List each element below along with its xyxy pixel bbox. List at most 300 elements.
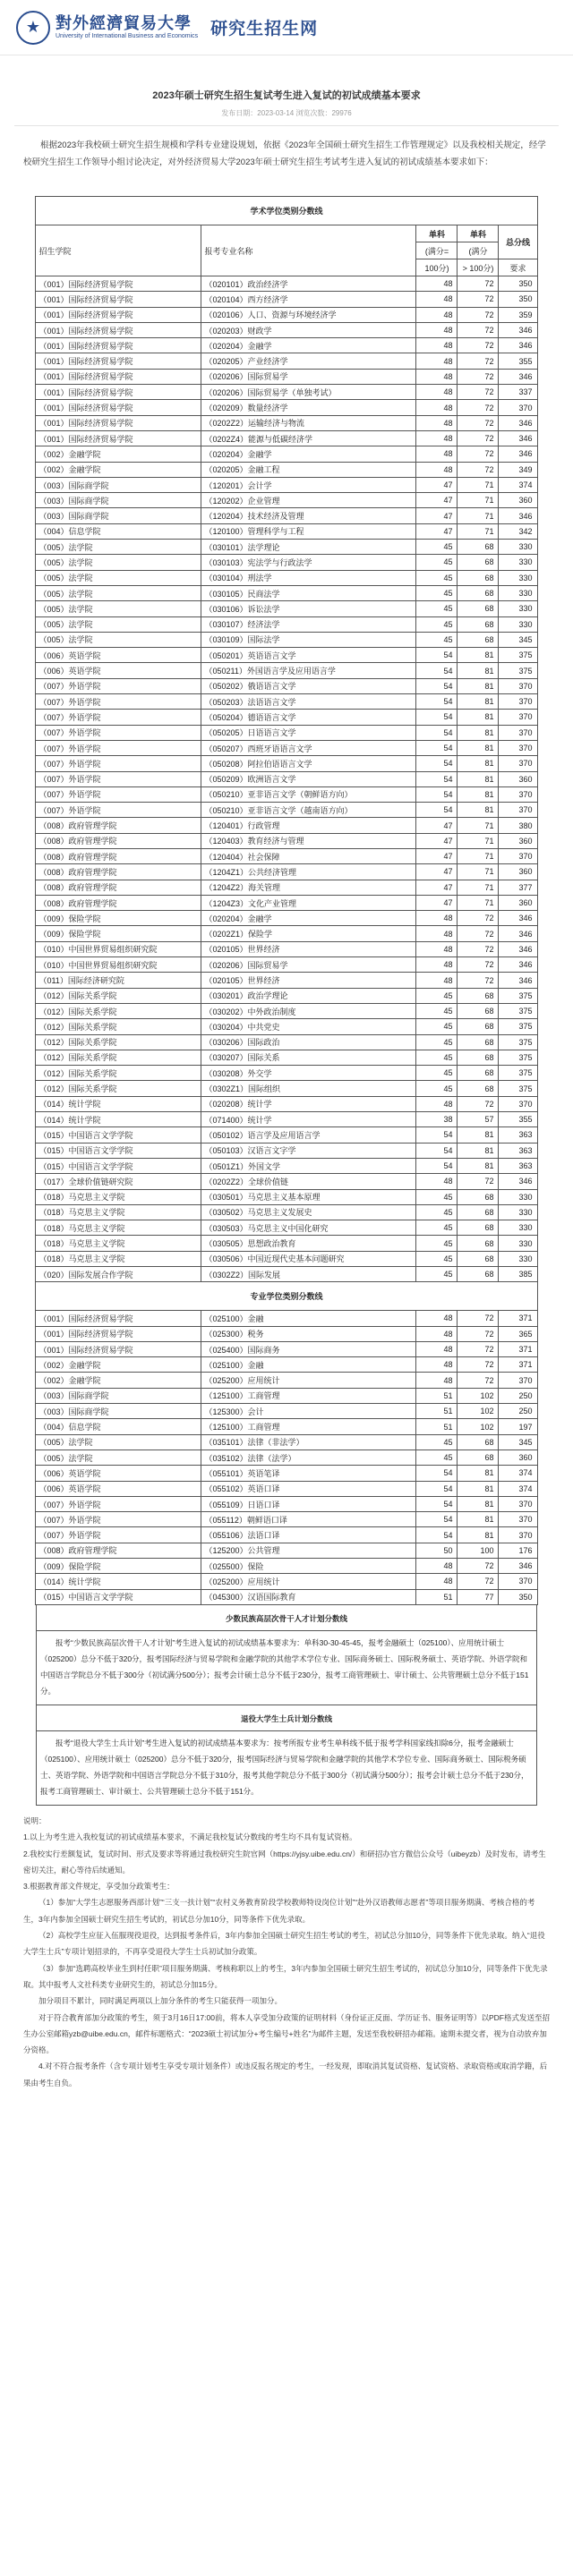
site-name[interactable]: 研究生招生网 — [210, 20, 319, 38]
row-single-150: 72 — [458, 353, 499, 369]
row-total: 370 — [499, 740, 537, 755]
row-major: （055106）法语口译 — [201, 1527, 416, 1543]
row-single-150: 81 — [458, 710, 499, 725]
row-total: 375 — [499, 1034, 537, 1050]
row-college: （010）中国世界贸易组织研究院 — [36, 957, 201, 973]
row-major: （020105）世界经济 — [201, 973, 416, 988]
row-single-100: 45 — [416, 1034, 458, 1050]
row-single-100: 48 — [416, 1559, 458, 1574]
row-major: （125300）会计 — [201, 1404, 416, 1419]
table-row — [36, 307, 537, 322]
row-college: （001）国际经济贸易学院 — [36, 415, 201, 430]
row-college: （012）国际关系学院 — [36, 1066, 201, 1081]
logo-english-name: University of International Business and Economics — [56, 32, 199, 39]
row-major: （055112）朝鲜语口译 — [201, 1512, 416, 1527]
row-single-100: 48 — [416, 400, 458, 415]
row-total: 380 — [499, 818, 537, 833]
table-row — [36, 1466, 537, 1481]
row-total: 350 — [499, 276, 537, 292]
row-single-100: 54 — [416, 803, 458, 818]
row-total: 360 — [499, 493, 537, 508]
row-major: （020204）金融学 — [201, 446, 416, 462]
row-single-100: 47 — [416, 864, 458, 880]
row-college: （005）法学院 — [36, 616, 201, 632]
row-major: （035102）法律（法学） — [201, 1450, 416, 1465]
row-single-150: 68 — [458, 1019, 499, 1034]
row-single-150: 81 — [458, 771, 499, 786]
row-total: 197 — [499, 1419, 537, 1434]
row-college: （003）国际商学院 — [36, 1404, 201, 1419]
table-row — [36, 338, 537, 353]
table-row — [36, 973, 537, 988]
table-row — [36, 1251, 537, 1266]
row-total: 375 — [499, 1050, 537, 1065]
table-row — [36, 880, 537, 895]
row-total: 346 — [499, 508, 537, 523]
row-college: （014）统计学院 — [36, 1574, 201, 1589]
table-row — [36, 1404, 537, 1419]
row-total: 360 — [499, 771, 537, 786]
table-row — [36, 555, 537, 570]
row-major: （045300）汉语国际教育 — [201, 1589, 416, 1604]
row-single-150: 68 — [458, 1450, 499, 1465]
row-major: （050204）德语语言文学 — [201, 710, 416, 725]
row-total: 349 — [499, 462, 537, 477]
note-item: 1.以上为考生进入我校复试的初试成绩基本要求，不满足我校复试分数线的考生均不具有复试资格。 — [23, 1832, 357, 1842]
row-total: 330 — [499, 616, 537, 632]
table-row — [36, 1019, 537, 1034]
row-single-100: 48 — [416, 292, 458, 307]
row-single-100: 54 — [416, 663, 458, 678]
table-row — [36, 292, 537, 307]
row-total: 370 — [499, 1096, 537, 1111]
row-college: （012）国际关系学院 — [36, 1034, 201, 1050]
row-major: （050203）法语语言文学 — [201, 694, 416, 710]
row-single-150: 68 — [458, 570, 499, 585]
row-single-150: 68 — [458, 1434, 499, 1450]
row-total: 370 — [499, 848, 537, 863]
row-total: 360 — [499, 833, 537, 848]
row-total: 365 — [499, 1326, 537, 1341]
row-total: 330 — [499, 540, 537, 555]
row-major: （030101）法学理论 — [201, 540, 416, 555]
row-total: 346 — [499, 957, 537, 973]
row-single-150: 72 — [458, 338, 499, 353]
table-row — [36, 601, 537, 616]
row-major: （050210）亚非语言文学（朝鲜语方向） — [201, 786, 416, 802]
row-college: （007）外语学院 — [36, 803, 201, 818]
row-single-150: 71 — [458, 818, 499, 833]
row-single-100: 54 — [416, 694, 458, 710]
row-single-150: 68 — [458, 1220, 499, 1236]
row-single-150: 68 — [458, 1081, 499, 1096]
row-major: （020206）国际贸易学（单独考试） — [201, 385, 416, 400]
row-single-150: 72 — [458, 926, 499, 941]
row-major: （050207）西班牙语语言文学 — [201, 740, 416, 755]
table-row — [36, 1112, 537, 1127]
row-major: （0302Z1）国际组织 — [201, 1081, 416, 1096]
row-single-100: 54 — [416, 1127, 458, 1143]
row-total: 346 — [499, 322, 537, 337]
table-row — [36, 462, 537, 477]
row-college: （005）法学院 — [36, 555, 201, 570]
row-college: （012）国际关系学院 — [36, 1003, 201, 1018]
row-college: （001）国际经济贸易学院 — [36, 385, 201, 400]
row-single-100: 48 — [416, 957, 458, 973]
row-single-150: 71 — [458, 508, 499, 523]
article — [0, 88, 573, 2091]
table-row — [36, 848, 537, 863]
row-major: （0202Z1）保险学 — [201, 926, 416, 941]
row-college: （020）国际发展合作学院 — [36, 1267, 201, 1282]
row-single-100: 45 — [416, 1189, 458, 1204]
row-single-100: 54 — [416, 786, 458, 802]
row-college: （018）马克思主义学院 — [36, 1220, 201, 1236]
row-single-150: 71 — [458, 895, 499, 910]
row-college: （008）政府管理学院 — [36, 1543, 201, 1558]
table-row — [36, 616, 537, 632]
row-single-150: 72 — [458, 292, 499, 307]
row-total: 346 — [499, 1559, 537, 1574]
row-total: 370 — [499, 694, 537, 710]
table-row — [36, 632, 537, 647]
row-total: 346 — [499, 446, 537, 462]
row-total: 330 — [499, 555, 537, 570]
minority-plan-block — [36, 1605, 537, 1705]
row-total: 345 — [499, 1434, 537, 1450]
row-single-150: 68 — [458, 1034, 499, 1050]
row-college: （005）法学院 — [36, 632, 201, 647]
table-row — [36, 1326, 537, 1341]
row-college: （003）国际商学院 — [36, 477, 201, 492]
row-total: 377 — [499, 880, 537, 895]
row-single-100: 47 — [416, 880, 458, 895]
row-total: 375 — [499, 1019, 537, 1034]
table-row — [36, 803, 537, 818]
row-total: 360 — [499, 1450, 537, 1465]
row-college: （007）外语学院 — [36, 678, 201, 693]
row-major: （030202）中外政治制度 — [201, 1003, 416, 1018]
row-single-150: 57 — [458, 1112, 499, 1127]
row-single-100: 48 — [416, 941, 458, 956]
row-single-100: 54 — [416, 771, 458, 786]
table-row — [36, 369, 537, 384]
table-row — [36, 941, 537, 956]
row-total: 371 — [499, 1357, 537, 1373]
minority-plan-text: 报考“少数民族高层次骨干人才计划”考生进入复试的初试成绩基本要求为：单科30-30-45-45，报考金融硕士（025100）、应用统计硕士（025200）总分不低于320分，报考国际经济与贸易学院和金融学院的其他学术学位专业、国际商务硕士、国际税务硕士、英语学院、外语学院和中国语言学院总分不低于300分（初试满分500分）；报考会计硕士总分不低于230分，报考工商管理硕士、审计硕士、公共管理硕士总分不低于151分。 — [40, 1637, 529, 1696]
row-major: （125100）工商管理 — [201, 1388, 416, 1403]
table-row — [36, 1066, 537, 1081]
table-row — [36, 1236, 537, 1251]
table-row — [36, 1311, 537, 1326]
row-single-100: 54 — [416, 1512, 458, 1527]
row-major: （120100）管理科学与工程 — [201, 523, 416, 539]
row-major: （025200）应用统计 — [201, 1574, 416, 1589]
logo-chinese-name: 對外經濟貿易大學 — [56, 13, 192, 33]
row-total: 342 — [499, 523, 537, 539]
table-row — [36, 710, 537, 725]
row-major: （120404）社会保障 — [201, 848, 416, 863]
row-total: 330 — [499, 1236, 537, 1251]
row-major: （050208）阿拉伯语语言文学 — [201, 756, 416, 771]
row-major: （030505）思想政治教育 — [201, 1236, 416, 1251]
row-major: （050211）外国语言学及应用语言学 — [201, 663, 416, 678]
row-college: （008）政府管理学院 — [36, 895, 201, 910]
row-single-150: 72 — [458, 973, 499, 988]
row-major: （0302Z2）国际发展 — [201, 1267, 416, 1282]
score-table — [35, 196, 537, 1605]
row-total: 370 — [499, 725, 537, 740]
row-single-150: 68 — [458, 1050, 499, 1065]
row-single-150: 81 — [458, 1143, 499, 1158]
table-row — [36, 1450, 537, 1465]
row-single-100: 45 — [416, 555, 458, 570]
table-row — [36, 585, 537, 600]
row-single-150: 72 — [458, 307, 499, 322]
row-major: （050210）亚非语言文学（越南语方向） — [201, 803, 416, 818]
row-single-100: 45 — [416, 1220, 458, 1236]
row-total: 330 — [499, 1251, 537, 1266]
row-college: （014）统计学院 — [36, 1112, 201, 1127]
row-major: （030501）马克思主义基本原理 — [201, 1189, 416, 1204]
row-major: （030207）国际关系 — [201, 1050, 416, 1065]
table-row — [36, 1481, 537, 1496]
row-college: （012）国际关系学院 — [36, 1019, 201, 1034]
row-single-100: 51 — [416, 1388, 458, 1403]
row-single-150: 71 — [458, 848, 499, 863]
row-college: （002）金融学院 — [36, 446, 201, 462]
row-single-100: 45 — [416, 1081, 458, 1096]
row-college: （011）国际经济研究院 — [36, 973, 201, 988]
row-single-100: 54 — [416, 756, 458, 771]
row-single-150: 72 — [458, 957, 499, 973]
row-college: （007）外语学院 — [36, 786, 201, 802]
row-college: （018）马克思主义学院 — [36, 1189, 201, 1204]
row-college: （012）国际关系学院 — [36, 988, 201, 1003]
note-item: 对于符合教育部加分政策的考生，须于3月16日17:00前，将本人享受加分政策的证明材料（身份证正反面、学历证书、服务证明等）以PDF格式发送至招生办公室邮箱yzb@uibe.edu.cn，邮件标题格式：“2023硕士初试加分+考生编号+姓名”为邮件主题，发送至我校研招办邮箱。逾期未提交者，视为自动放弃加分资格。 — [23, 2012, 550, 2055]
row-single-150: 102 — [458, 1404, 499, 1419]
row-single-100: 48 — [416, 446, 458, 462]
row-major: （050209）欧洲语言文学 — [201, 771, 416, 786]
row-major: （025100）金融 — [201, 1357, 416, 1373]
row-total: 363 — [499, 1127, 537, 1143]
note-item: 4.对不符合报考条件（含专项计划考生享受专项计划条件）或违反报名规定的考生，一经发现，即取消其复试资格、复试资格、录取资格或取消学籍，后果由考生自负。 — [23, 2062, 548, 2087]
row-total: 330 — [499, 1189, 537, 1204]
header-single-100-sub: (满分= — [416, 242, 458, 259]
row-college: （005）法学院 — [36, 1450, 201, 1465]
row-total: 360 — [499, 895, 537, 910]
row-total: 363 — [499, 1158, 537, 1173]
row-college: （001）国际经济贸易学院 — [36, 400, 201, 415]
professional-section-title-row — [36, 1282, 537, 1311]
row-total: 359 — [499, 307, 537, 322]
row-single-100: 48 — [416, 430, 458, 446]
row-college: （012）国际关系学院 — [36, 1050, 201, 1065]
table-row — [36, 926, 537, 941]
table-row — [36, 1357, 537, 1373]
table-row — [36, 1096, 537, 1111]
row-major: （020208）统计学 — [201, 1096, 416, 1111]
row-major: （030105）民商法学 — [201, 585, 416, 600]
row-total: 350 — [499, 1589, 537, 1604]
row-total: 346 — [499, 973, 537, 988]
row-total: 374 — [499, 1466, 537, 1481]
row-single-150: 81 — [458, 663, 499, 678]
table-row — [36, 1050, 537, 1065]
row-major: （030502）马克思主义发展史 — [201, 1204, 416, 1220]
row-single-150: 72 — [458, 1373, 499, 1388]
row-single-100: 45 — [416, 1251, 458, 1266]
row-single-100: 48 — [416, 1174, 458, 1189]
row-major: （030208）外交学 — [201, 1066, 416, 1081]
row-single-150: 81 — [458, 694, 499, 710]
row-major: （1204Z3）文化产业管理 — [201, 895, 416, 910]
row-college: （001）国际经济贸易学院 — [36, 353, 201, 369]
row-single-150: 68 — [458, 585, 499, 600]
row-single-150: 72 — [458, 446, 499, 462]
table-row — [36, 1559, 537, 1574]
row-single-150: 71 — [458, 477, 499, 492]
row-college: （005）法学院 — [36, 570, 201, 585]
row-single-100: 48 — [416, 1341, 458, 1356]
row-major: （020205）产业经济学 — [201, 353, 416, 369]
academic-section-title: 学术学位类别分数线 — [36, 197, 537, 225]
row-single-100: 48 — [416, 1357, 458, 1373]
row-total: 375 — [499, 648, 537, 663]
row-college: （001）国际经济贸易学院 — [36, 338, 201, 353]
row-single-150: 68 — [458, 540, 499, 555]
row-single-100: 47 — [416, 508, 458, 523]
row-total: 370 — [499, 710, 537, 725]
row-college: （015）中国语言文学学院 — [36, 1143, 201, 1158]
row-college: （007）外语学院 — [36, 756, 201, 771]
row-major: （020206）国际贸易学 — [201, 369, 416, 384]
row-major: （120201）会计学 — [201, 477, 416, 492]
row-single-100: 48 — [416, 369, 458, 384]
row-major: （0202Z4）能源与低碳经济学 — [201, 430, 416, 446]
note-item: （3）参加“选聘高校毕业生到村任职”项目服务期满、考核称职以上的考生，3年内参加全国硕士研究生招生考试的，初试总分加10分，同等条件下优先录取。其中报考人文社科类专业研究生的，初试总分加15分。 — [23, 1963, 548, 1989]
row-college: （004）信息学院 — [36, 523, 201, 539]
row-major: （050201）英语语言文学 — [201, 648, 416, 663]
row-college: （012）国际关系学院 — [36, 1081, 201, 1096]
row-total: 370 — [499, 1373, 537, 1388]
row-major: （025400）国际商务 — [201, 1341, 416, 1356]
row-single-100: 48 — [416, 462, 458, 477]
row-single-150: 81 — [458, 1512, 499, 1527]
row-major: （120204）技术经济及管理 — [201, 508, 416, 523]
row-single-100: 54 — [416, 1496, 458, 1511]
row-single-100: 45 — [416, 601, 458, 616]
row-major: （120403）教育经济与管理 — [201, 833, 416, 848]
row-college: （008）政府管理学院 — [36, 848, 201, 863]
table-row — [36, 1003, 537, 1018]
table-row — [36, 508, 537, 523]
row-total: 346 — [499, 941, 537, 956]
row-major: （020205）金融工程 — [201, 462, 416, 477]
row-single-150: 71 — [458, 833, 499, 848]
row-single-150: 72 — [458, 911, 499, 926]
row-single-100: 45 — [416, 1267, 458, 1282]
table-row — [36, 1527, 537, 1543]
table-row — [36, 1220, 537, 1236]
row-single-150: 72 — [458, 941, 499, 956]
row-single-150: 81 — [458, 1496, 499, 1511]
row-college: （007）外语学院 — [36, 740, 201, 755]
row-single-150: 72 — [458, 1559, 499, 1574]
table-row — [36, 678, 537, 693]
table-row — [36, 400, 537, 415]
article-title: 2023年硕士研究生招生复试考生进入复试的初试成绩基本要求 — [152, 90, 421, 101]
soldier-plan-block — [36, 1705, 537, 1806]
row-single-150: 72 — [458, 1096, 499, 1111]
row-single-150: 68 — [458, 632, 499, 647]
row-total: 176 — [499, 1543, 537, 1558]
row-college: （009）保险学院 — [36, 1559, 201, 1574]
row-single-100: 47 — [416, 848, 458, 863]
row-total: 370 — [499, 803, 537, 818]
row-single-150: 72 — [458, 462, 499, 477]
header-total-sub: 要求 — [499, 259, 537, 276]
row-single-100: 45 — [416, 540, 458, 555]
row-single-150: 68 — [458, 555, 499, 570]
table-row — [36, 1574, 537, 1589]
row-major: （050102）语言学及应用语言学 — [201, 1127, 416, 1143]
row-college: （002）金融学院 — [36, 1357, 201, 1373]
row-major: （0202Z2）运输经济与物流 — [201, 415, 416, 430]
table-row — [36, 1204, 537, 1220]
table-row — [36, 1034, 537, 1050]
row-major: （025300）税务 — [201, 1326, 416, 1341]
article-intro: 根据2023年我校硕士研究生招生规模和学科专业建设规划，依据《2023年全国硕士研究生招生工作管理规定》以及我校相关规定，经学校研究生招生工作领导小组讨论决定，对外经济贸易大学2023年硕士研究生招生考试考生进入复试的初试成绩基本要求如下： — [23, 140, 546, 167]
row-single-100: 47 — [416, 493, 458, 508]
row-total: 250 — [499, 1388, 537, 1403]
row-single-100: 48 — [416, 1574, 458, 1589]
university-logo[interactable] — [16, 11, 198, 45]
row-college: （008）政府管理学院 — [36, 880, 201, 895]
row-total: 330 — [499, 570, 537, 585]
row-single-150: 68 — [458, 1003, 499, 1018]
row-single-100: 47 — [416, 523, 458, 539]
row-total: 370 — [499, 1496, 537, 1511]
row-single-150: 81 — [458, 648, 499, 663]
row-college: （002）金融学院 — [36, 462, 201, 477]
row-college: （018）马克思主义学院 — [36, 1251, 201, 1266]
row-single-100: 45 — [416, 1236, 458, 1251]
row-total: 375 — [499, 1066, 537, 1081]
row-single-150: 81 — [458, 786, 499, 802]
row-single-150: 68 — [458, 1236, 499, 1251]
row-major: （125200）公共管理 — [201, 1543, 416, 1558]
row-major: （030103）宪法学与行政法学 — [201, 555, 416, 570]
table-row — [36, 540, 537, 555]
header-college: 招生学院 — [36, 225, 201, 276]
row-college: （005）法学院 — [36, 601, 201, 616]
row-single-150: 68 — [458, 988, 499, 1003]
row-single-150: 81 — [458, 1481, 499, 1496]
row-college: （001）国际经济贸易学院 — [36, 1326, 201, 1341]
row-college: （005）法学院 — [36, 540, 201, 555]
table-row — [36, 1127, 537, 1143]
table-row — [36, 1189, 537, 1204]
row-single-150: 71 — [458, 864, 499, 880]
row-single-100: 48 — [416, 911, 458, 926]
row-single-100: 48 — [416, 385, 458, 400]
minority-plan-title: 少数民族高层次骨干人才计划分数线 — [37, 1605, 536, 1631]
row-college: （006）英语学院 — [36, 1466, 201, 1481]
row-college: （002）金融学院 — [36, 1373, 201, 1388]
row-major: （020105）世界经济 — [201, 941, 416, 956]
row-single-150: 72 — [458, 430, 499, 446]
